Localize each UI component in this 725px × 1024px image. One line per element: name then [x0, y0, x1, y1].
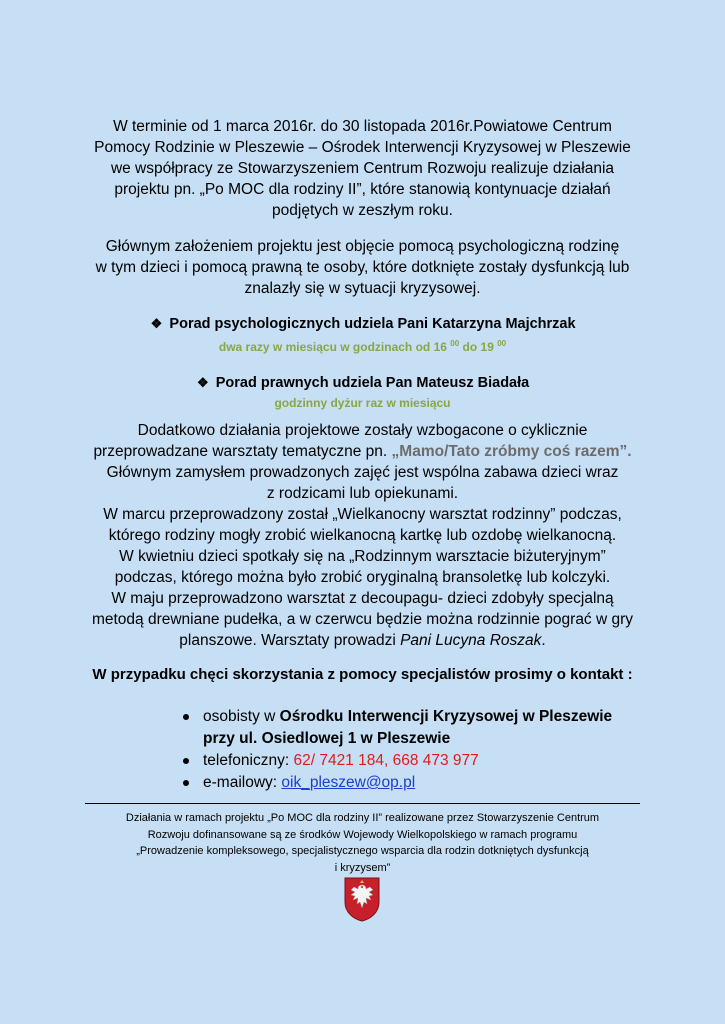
workshops-text: planszowe. Warsztaty prowadzi [179, 632, 401, 649]
footer-line: i kryzysem” [334, 861, 391, 874]
intro-line: we współpracy ze Stowarzyszeniem Centrum Rozwoju realizuje działania [110, 160, 615, 177]
diamond-bullet-icon: ❖ [196, 375, 209, 390]
schedule-minutes: 00 [450, 339, 460, 348]
legal-service-heading [60, 373, 665, 393]
goal-line: znalazły się w sytuacji kryzysowej. [244, 280, 481, 297]
schedule-text: dwa razy w miesiącu w godzinach od 16 [218, 340, 451, 354]
legal-service [60, 373, 665, 411]
contact-label: e-mailowy: [203, 774, 282, 791]
intro-paragraph [60, 116, 665, 221]
contact-phone [183, 750, 612, 772]
workshops-line: Głównym zamysłem prowadzonych zajęć jest wspólna zabawa dzieci wraz [106, 464, 619, 481]
coat-of-arms-icon [343, 876, 381, 922]
workshop-leader: Pani Lucyna Roszak [400, 632, 542, 649]
footer-divider [85, 803, 640, 804]
contact-address: przy ul. Osiedlowej 1 w Pleszewie [203, 730, 451, 747]
footer-note [60, 810, 665, 876]
psychological-service-heading [60, 314, 665, 334]
service-label: Porad prawnych udziela [215, 375, 386, 391]
workshops-text: . [541, 632, 546, 649]
intro-line: Pomocy Rodzinie w Pleszewie – Ośrodek Interwencji Kryzysowej w Pleszewie [94, 139, 631, 156]
workshop-series-title: „Mamo/Tato zróbmy coś razem”. [391, 443, 632, 460]
goal-line: Głównym założeniem projektu jest objęcie pomocą psychologiczną rodzinę [105, 238, 620, 255]
footer-line: Rozwoju dofinansowane są ze środków Wojewody Wielkopolskiego w ramach programu [147, 828, 578, 841]
legal-schedule: godzinny dyżur raz w miesiącu [274, 396, 451, 410]
workshops-line: W kwietniu dzieci spotkały się na „Rodzinnym warsztacie biżuteryjnym” [119, 548, 606, 565]
workshops-line: podczas, którego można było zrobić oryginalną bransoletkę lub kolczyki. [114, 569, 611, 586]
bullet-icon [183, 758, 189, 764]
psychological-schedule [60, 336, 665, 355]
contact-list [183, 706, 612, 794]
schedule-minutes: 00 [497, 339, 507, 348]
workshops-line: Dodatkowo działania projektowe zostały wzbogacone o cyklicznie [137, 422, 588, 439]
workshops-line: W maju przeprowadzono warsztat z decoupagu- dzieci zdobyły specjalną [111, 590, 614, 607]
footer-line: Działania w ramach projektu „Po MOC dla rodziny II” realizowane przez Stowarzyszenie Centrum [125, 812, 600, 824]
contact-place: Ośrodku Interwencji Kryzysowej w Pleszewie [279, 708, 613, 725]
workshops-paragraph [60, 420, 665, 651]
diamond-bullet-icon: ❖ [150, 316, 163, 331]
intro-line: projektu pn. „Po MOC dla rodziny II”, które stanowią kontynuacje działań [114, 181, 611, 198]
service-person: Pani Katarzyna Majchrzak [397, 316, 576, 332]
bullet-icon [183, 780, 189, 786]
workshops-line [60, 441, 665, 462]
workshops-line [60, 630, 665, 651]
contact-label: telefoniczny: [203, 752, 294, 769]
bullet-icon [183, 714, 189, 720]
workshops-line: W marcu przeprowadzony został „Wielkanocny warsztat rodzinny” podczas, [103, 506, 622, 523]
service-person: Pan Mateusz Biadała [385, 375, 530, 391]
service-label: Porad psychologicznych udziela [169, 316, 398, 332]
intro-line: podjętych w zeszłym roku. [272, 202, 453, 219]
phone-number: 62/ 7421 184, 668 473 977 [293, 752, 479, 769]
footer-line: „Prowadzenie kompleksowego, specjalistycznego wsparcia dla rodzin dotkniętych dysfunkcją [136, 845, 589, 857]
email-link[interactable]: oik_pleszew@op.pl [281, 774, 416, 791]
workshops-line: którego rodziny mogły zrobić wielkanocną kartkę lub ozdobę wielkanocną. [108, 527, 617, 544]
contact-personal [183, 706, 612, 728]
contact-label: osobisty w [203, 708, 280, 725]
goal-paragraph [60, 236, 665, 299]
workshops-line: metodą drewniane pudełka, a w czerwcu będzie można rodzinnie pograć w gry [91, 611, 634, 628]
intro-line: W terminie od 1 marca 2016r. do 30 listopada 2016r.Powiatowe Centrum [113, 118, 612, 135]
workshops-text: przeprowadzane warsztaty tematyczne pn. [93, 443, 392, 460]
workshops-line: z rodzicami lub opiekunami. [266, 485, 459, 502]
schedule-text: do 19 [459, 340, 498, 354]
goal-line: w tym dzieci i pomocą prawną te osoby, które dotknięte zostały dysfunkcją lub [95, 259, 630, 276]
contact-heading: W przypadku chęci skorzystania z pomocy specjalistów prosimy o kontakt : [92, 666, 633, 683]
contact-email [183, 772, 612, 794]
psychological-service [60, 314, 665, 355]
